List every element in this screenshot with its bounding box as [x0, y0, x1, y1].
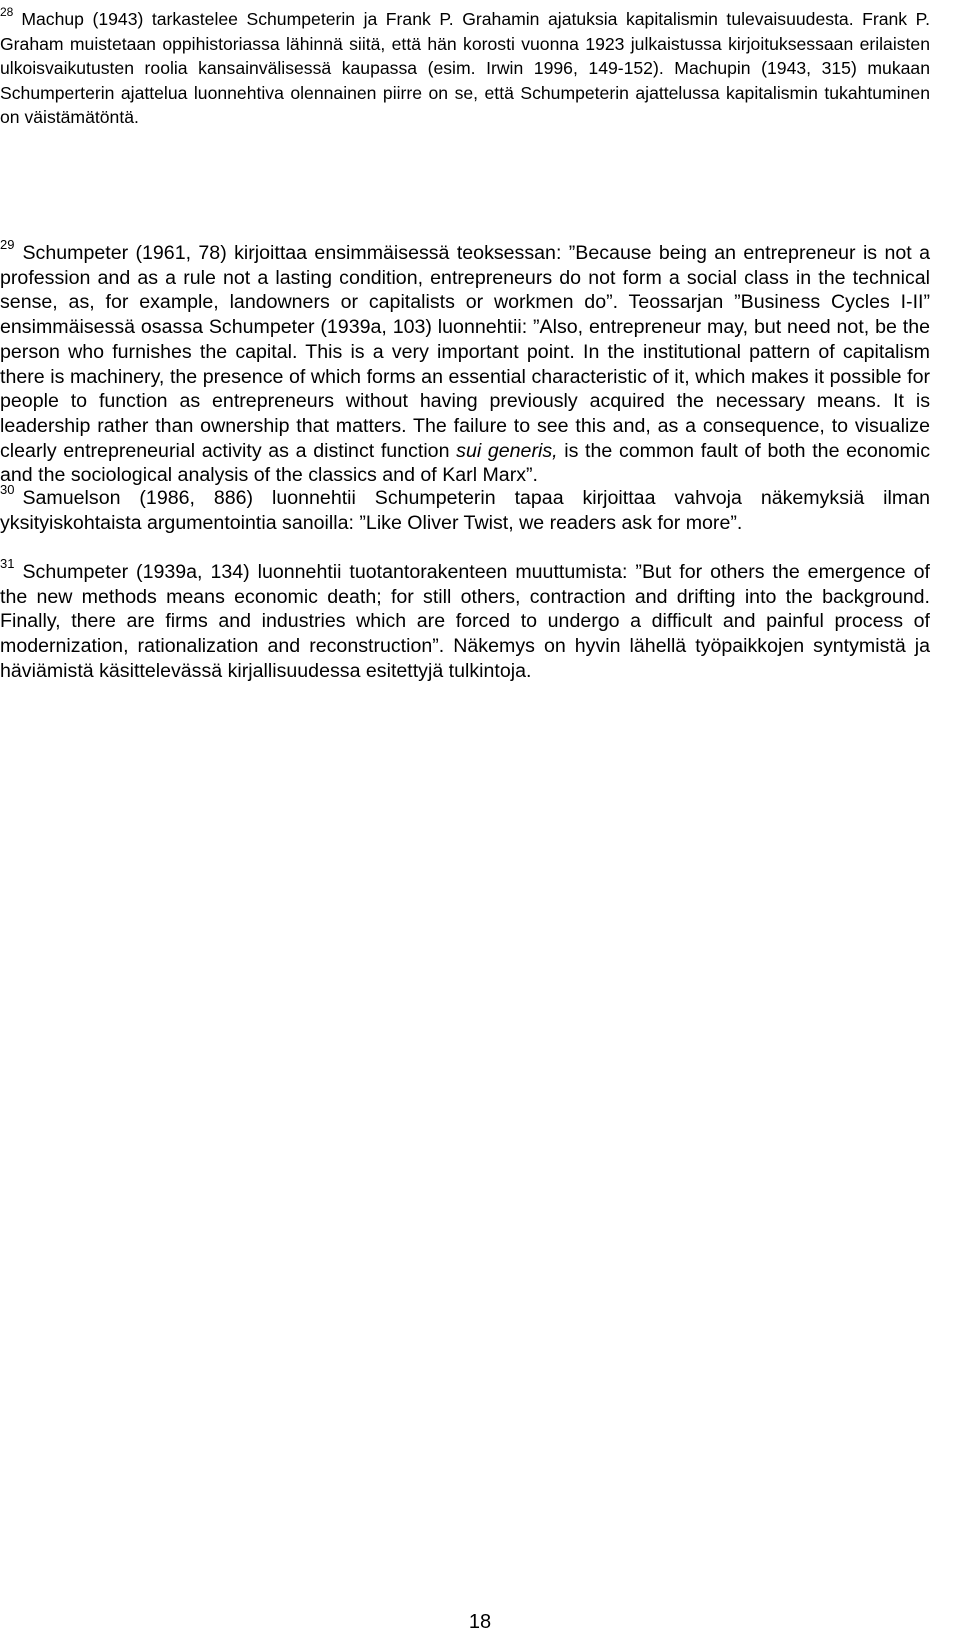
- footnote-30: [0, 482, 930, 535]
- footnote-29: [0, 237, 930, 488]
- footnote-31: [0, 556, 930, 684]
- footnote-text-continued: is the common fault of both the economic and the sociological analysis of the classics and of Karl Marx”.: [0, 439, 930, 487]
- footnote-text: Samuelson (1986, 886) luonnehtii Schumpeterin tapaa kirjoittaa vahvoja näkemyksiä ilman yksityiskohtaista argumentointia sanoilla: ”Like Oliver Twist, we readers ask for more”.: [0, 487, 930, 534]
- footnote-italic-term: sui generis,: [456, 439, 558, 462]
- footnote-number: 29: [0, 237, 15, 252]
- footnote-number: 28: [0, 5, 14, 19]
- footnote-text: Machup (1943) tarkastelee Schumpeterin ja Frank P. Grahamin ajatuksia kapitalismin tulevaisuudesta. Frank P. Graham muistetaan oppihistoriassa lähinnä siitä, että hän korosti vuonna 1923 julkaistussa kirjoituksessaan erilaisten ulkoisvaikutusten roolia kansainvälisessä kaupassa (esim. Irwin 1996, 149-152). Machupin (1943, 315) mukaan Schumperterin ajattelua luonnehtiva olennainen piirre on se, että Schumpeterin ajattelussa kapitalismin tukahtuminen on väistämätöntä.: [0, 9, 930, 128]
- page-number: 18: [468, 1611, 492, 1633]
- footnote-text: Schumpeter (1939a, 134) luonnehtii tuotantorakenteen muuttumista: ”But for others the emergence of the new methods means economic death; for still others, contraction and drifting into the background. Finally, there are firms and industries which are forced to undergo a difficult and painful process of modernization, rationalization and reconstruction”. Näkemys on hyvin lähellä työpaikkojen syntymistä ja häviämistä käsittelevässä kirjallisuudessa esitettyjä tulkintoja.: [0, 561, 930, 682]
- footnote-number: 30: [0, 482, 15, 497]
- footnote-28: [0, 7, 930, 130]
- footnote-text: Schumpeter (1961, 78) kirjoittaa ensimmäisessä teoksessan: ”Because being an entrepreneur is not a profession and as a rule not a lasting condition, entrepreneurs do not form a social class in the technical sense, as, for example, landowners or capitalists or workmen do”. Teossarjan ”Business Cycles I-II” ensimmäisessä osassa Schumpeter (1939a, 103) luonnehtii: ”Also, entrepreneur may, but need not, be the person who furnishes the capital. This is a very important point. In the institutional pattern of capitalism there is machinery, the presence of which forms an essential characteristic of it, which makes it possible for people to function as entrepreneurs without having previously acquired the necessary means. It is leadership rather than ownership that matters. The failure to see this and, as a consequence, to visualize clearly entrepreneurial activity as a distinct function: [0, 242, 930, 462]
- footnote-number: 31: [0, 556, 15, 571]
